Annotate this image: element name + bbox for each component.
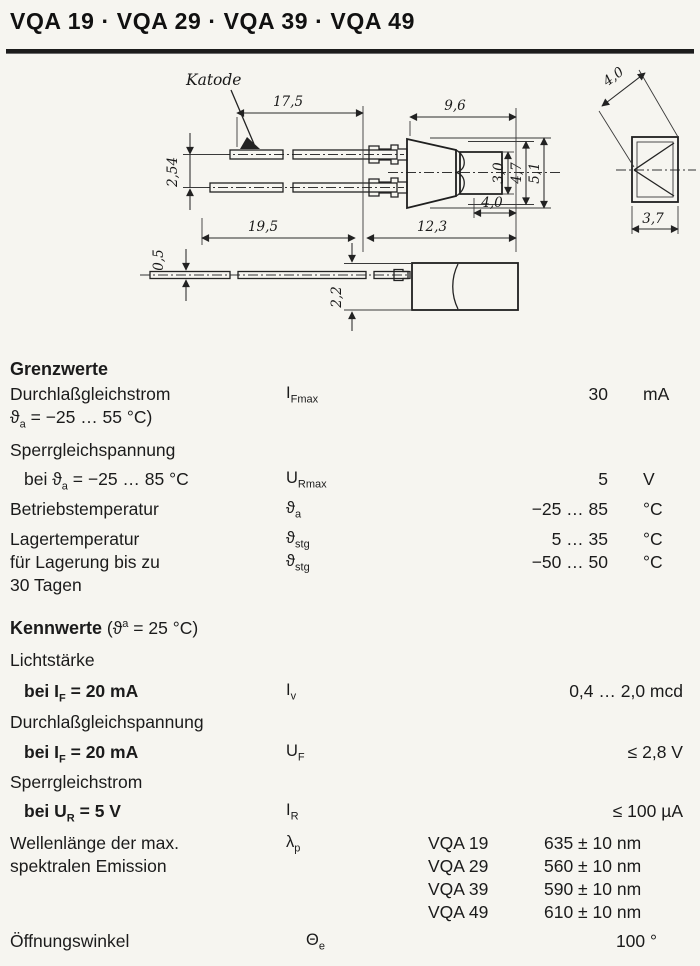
param-value: 5 … 35 — [551, 529, 608, 549]
symbol-theta-a: $ϑ_a$ — [286, 499, 302, 521]
symbol-ir: $I_R$ — [286, 801, 299, 823]
dim-label-4-0-tip: 4,0 — [481, 195, 503, 211]
param-value: 0,4 … 2,0 mcd — [569, 681, 683, 701]
variant-value: 560 ± 10 nm — [544, 856, 642, 876]
row-lichtstaerke — [0, 650, 700, 674]
dim-label-3-7: 3,7 — [642, 211, 664, 227]
dim-label-5-1: 5,1 — [527, 162, 543, 184]
param-value: −50 … 50 — [531, 552, 608, 572]
condition-text: bei $U_R = 5$ V — [24, 801, 121, 825]
variant-type: VQA 49 — [428, 902, 489, 922]
param-label: Öffnungswinkel — [10, 931, 130, 951]
param-label: Durchlaßgleichstrom — [10, 384, 171, 404]
param-label: Lagertemperatur — [10, 529, 140, 549]
param-unit: V — [643, 469, 655, 489]
grenzwerte-section-heading — [0, 359, 700, 383]
led-front-view — [599, 64, 696, 234]
row-betriebstemperatur — [0, 499, 700, 523]
row-wellenlaenge-line1 — [0, 833, 700, 857]
symbol-iv: $I_v$ — [286, 681, 297, 703]
led-side-view — [165, 71, 560, 252]
dim-label-4-0-front: 4,0 — [600, 63, 627, 90]
param-label: 30 Tagen — [10, 575, 82, 595]
symbol-theta-e: $\Theta_e$ — [306, 931, 325, 953]
edge-lens-line — [453, 264, 458, 309]
katode-leader-wedge — [240, 137, 260, 149]
dim-label-0-5: 0,5 — [151, 249, 167, 271]
dim-label-19-5: 19,5 — [247, 219, 279, 235]
row-sperrgleichstrom — [0, 772, 700, 796]
row-sperrgleichspannung-condition — [0, 469, 700, 493]
row-lagertemperatur — [0, 529, 700, 553]
heading-text: Grenzwerte — [10, 359, 109, 379]
row-sperrgleichspannung — [0, 440, 700, 464]
symbol-ifmax: $I_{Fmax}$ — [286, 384, 319, 406]
row-30-tagen — [0, 575, 700, 599]
param-value: ≤ 100 µA — [612, 801, 683, 821]
variant-value: 610 ± 10 nm — [544, 902, 642, 922]
led-body-cone — [407, 139, 456, 208]
param-label: Betriebstemperatur — [10, 499, 159, 519]
heading-text: Kennwerte ($ϑ^a = 25$ °C) — [10, 618, 199, 638]
symbol-urmax: $U_{Rmax}$ — [286, 469, 327, 491]
param-unit: mA — [643, 384, 670, 404]
param-label: Sperrgleichspannung — [10, 440, 176, 460]
symbol-theta-stg: $ϑ_{stg}$ — [286, 529, 310, 551]
row-wellenlaenge-line4 — [0, 902, 700, 926]
row-durchlassgleichstrom — [0, 384, 700, 408]
param-label: Durchlaßgleichspannung — [10, 712, 204, 732]
param-label: für Lagerung bis zu — [10, 552, 160, 572]
variant-type: VQA 29 — [428, 856, 489, 876]
row-wellenlaenge-line2 — [0, 856, 700, 880]
param-unit: °C — [643, 552, 663, 572]
variant-value: 635 ± 10 nm — [544, 833, 642, 853]
param-label: spektralen Emission — [10, 856, 167, 876]
variant-type: VQA 39 — [428, 879, 489, 899]
row-durchlassgleichspannung-condition — [0, 742, 700, 766]
dim-label-2-54: 2,54 — [165, 156, 181, 188]
param-unit: °C — [643, 529, 663, 549]
technical-drawing — [0, 60, 700, 358]
param-value: 100 ° — [615, 931, 657, 951]
dim-label-3-0: 3,0 — [491, 162, 507, 184]
led-bottom-view — [140, 243, 518, 331]
dim-label-4-7: 4,7 — [509, 162, 525, 184]
variant-value: 590 ± 10 nm — [544, 879, 642, 899]
row-oeffnungswinkel — [0, 931, 700, 955]
dim-label-9-6: 9,6 — [444, 98, 466, 114]
variant-type: VQA 19 — [428, 833, 489, 853]
param-label: Sperrgleichstrom — [10, 772, 143, 792]
param-unit: °C — [643, 499, 663, 519]
dim-label-12-3: 12,3 — [416, 219, 448, 235]
param-label: Wellenlänge der max. — [10, 833, 179, 853]
param-value: ≤ 2,8 V — [627, 742, 683, 762]
row-durchlassgleichspannung — [0, 712, 700, 736]
symbol-lambda-p: $\lambda_p$ — [286, 833, 301, 855]
condition-text: $ϑ_a = -25$ … 55 °C) — [10, 407, 153, 431]
row-lagerung-bis-zu — [0, 552, 700, 576]
row-durchlassgleichstrom-condition — [0, 407, 700, 431]
page-title: VQA 19 · VQA 29 · VQA 39 · VQA 49 — [10, 8, 415, 34]
kennwerte-section-heading — [0, 618, 700, 642]
param-value: 5 — [598, 469, 608, 489]
param-value: −25 … 85 — [531, 499, 608, 519]
row-sperrgleichstrom-condition — [0, 801, 700, 825]
condition-text: bei $I_F = 20$ mA — [24, 681, 139, 705]
condition-text: bei $I_F = 20$ mA — [24, 742, 139, 766]
edge-body — [412, 263, 518, 310]
symbol-theta-stg: $ϑ_{stg}$ — [286, 552, 310, 574]
symbol-uf: $U_F$ — [286, 742, 305, 764]
condition-text: bei $ϑ_a = -25$ … 85 °C — [24, 469, 189, 493]
row-lichtstaerke-condition — [0, 681, 700, 705]
dim-label-2-2: 2,2 — [329, 286, 345, 308]
katode-label: Katode — [186, 71, 242, 89]
param-label: Lichtstärke — [10, 650, 95, 670]
param-value: 30 — [588, 384, 608, 404]
row-wellenlaenge-line3 — [0, 879, 700, 903]
title-rule — [6, 49, 694, 53]
dim-label-17-5: 17,5 — [272, 94, 304, 110]
